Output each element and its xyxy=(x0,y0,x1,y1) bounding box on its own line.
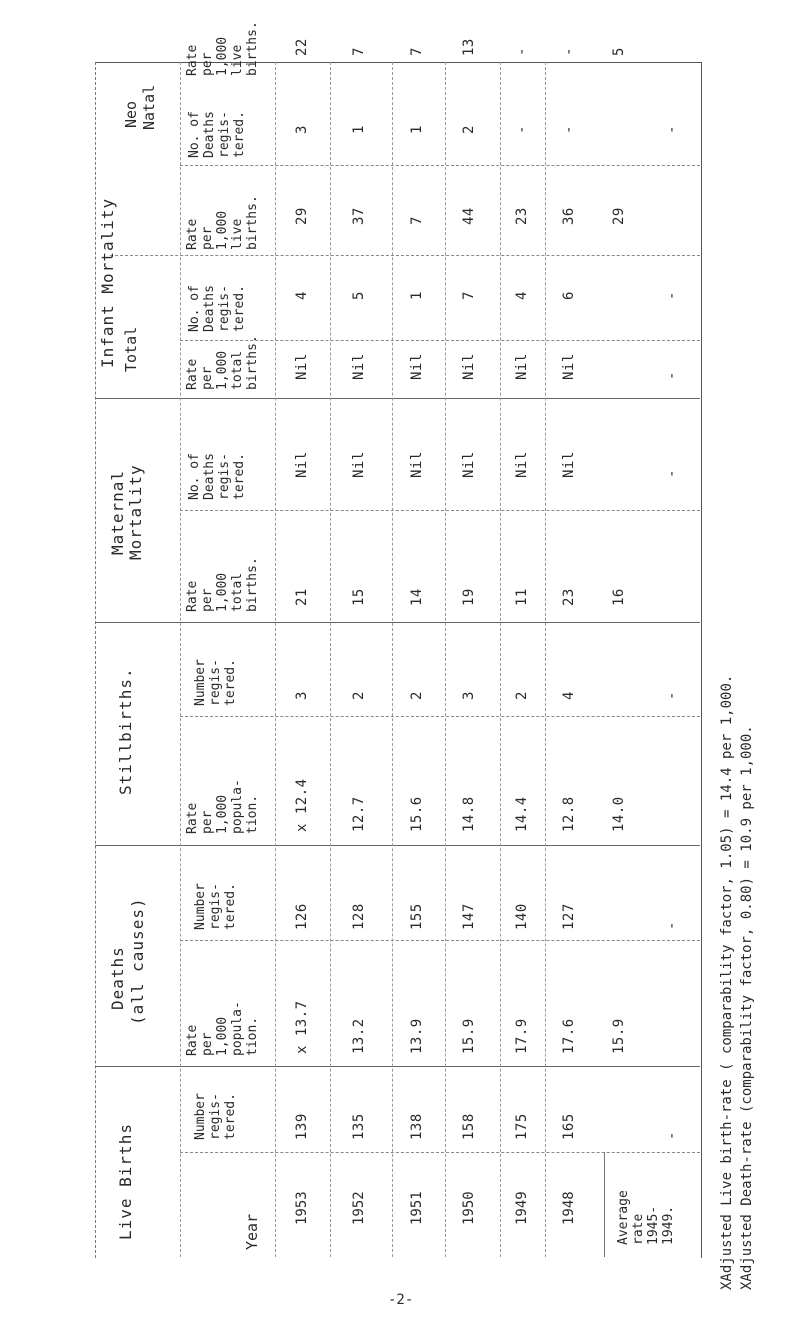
column-divider xyxy=(180,1152,700,1153)
cell-stillbirths-number: 2 xyxy=(351,691,367,700)
cell-live-births-rate: 13.9 xyxy=(409,1018,425,1054)
header-divider xyxy=(180,62,181,1257)
cell-maternal-rate: Nil xyxy=(351,353,367,380)
cell-stillbirths-rate: 15 xyxy=(351,588,367,606)
header-neonatal-rate: Rate per 1,000 live births. xyxy=(185,21,260,76)
cell-deaths-number: 128 xyxy=(351,903,367,930)
cell-maternal-number: Nil xyxy=(561,451,577,478)
cell-year: 1952 xyxy=(351,1191,367,1225)
group-infant-mortality: Infant Mortality xyxy=(98,197,117,368)
group-deaths-sub: (all causes) xyxy=(128,897,147,1025)
cell-live-births-number: 165 xyxy=(561,1113,577,1140)
cell-stillbirths-number: 2 xyxy=(409,691,425,700)
cell-year: 1948 xyxy=(561,1191,577,1225)
cell-infant-total-number: 1 xyxy=(409,291,425,300)
cell-deaths-rate: x 12.4 xyxy=(294,778,310,832)
cell-year: 1949 xyxy=(514,1191,530,1225)
cell-year: 1950 xyxy=(461,1191,477,1225)
header-live-births-rate: Rate per 1,000 popula- tion. xyxy=(185,1001,260,1056)
cell-neonatal-number: - xyxy=(664,125,680,134)
page-number: -2- xyxy=(388,1292,414,1308)
cell-year: 1951 xyxy=(409,1191,425,1225)
cell-stillbirths-rate: 23 xyxy=(561,588,577,606)
header-neonatal-number: No. of Deaths regis- tered. xyxy=(187,111,247,158)
cell-maternal-rate: Nil xyxy=(461,353,477,380)
group-divider xyxy=(95,398,700,399)
cell-infant-total-rate: 29 xyxy=(294,207,310,225)
cell-infant-total-number: 4 xyxy=(294,291,310,300)
row-divider xyxy=(545,62,546,1257)
cell-deaths-number: 147 xyxy=(461,903,477,930)
group-maternal-sub: Mortality xyxy=(126,464,145,560)
cell-live-births-number: 135 xyxy=(351,1113,367,1140)
row-divider xyxy=(275,62,276,1257)
cell-neonatal-rate: 13 xyxy=(461,38,477,56)
header-live-births-number: Number regis- tered. xyxy=(193,1093,238,1140)
cell-live-births-rate: 13.2 xyxy=(351,1018,367,1054)
cell-deaths-number: - xyxy=(664,921,680,930)
header-stillbirths-number: Number regis- tered. xyxy=(193,659,238,706)
group-divider xyxy=(95,845,700,846)
cell-neonatal-number: 3 xyxy=(294,125,310,134)
cell-deaths-number: 140 xyxy=(514,903,530,930)
cell-infant-total-number: 5 xyxy=(351,291,367,300)
group-divider xyxy=(95,1066,700,1067)
cell-stillbirths-rate: 19 xyxy=(461,588,477,606)
cell-infant-total-number: 7 xyxy=(461,291,477,300)
group-live-births: Live Births xyxy=(116,1123,135,1240)
cell-neonatal-rate: 7 xyxy=(409,47,425,56)
cell-live-births-number: - xyxy=(664,1131,680,1140)
column-divider xyxy=(180,165,700,166)
row-divider xyxy=(500,62,501,1257)
cell-live-births-rate: 15.9 xyxy=(611,1018,627,1054)
row-divider xyxy=(392,62,393,1257)
row-divider xyxy=(445,62,446,1257)
cell-neonatal-rate: - xyxy=(561,47,577,56)
cell-live-births-number: 138 xyxy=(409,1113,425,1140)
cell-infant-total-number: 6 xyxy=(561,291,577,300)
column-divider xyxy=(180,940,700,941)
cell-maternal-number: Nil xyxy=(461,451,477,478)
cell-deaths-number: 126 xyxy=(294,903,310,930)
cell-maternal-number: Nil xyxy=(294,451,310,478)
group-infant-total: Total xyxy=(122,326,140,372)
cell-stillbirths-rate: 14 xyxy=(409,588,425,606)
cell-stillbirths-number: - xyxy=(664,691,680,700)
cell-neonatal-rate: 5 xyxy=(611,47,627,56)
cell-neonatal-rate: 7 xyxy=(351,47,367,56)
column-divider xyxy=(180,510,700,511)
cell-neonatal-number: - xyxy=(514,125,530,134)
header-deaths-rate: Rate per 1,000 popula- tion. xyxy=(185,779,260,834)
cell-infant-total-number: - xyxy=(664,291,680,300)
cell-deaths-rate: 14.0 xyxy=(611,796,627,832)
header-stillbirths-rate: Rate per 1,000 total births. xyxy=(185,557,260,612)
cell-deaths-number: 155 xyxy=(409,903,425,930)
cell-deaths-rate: 12.8 xyxy=(561,796,577,832)
header-infant-total-rate: Rate per 1,000 live births. xyxy=(185,195,260,250)
group-infant-neo: Neo xyxy=(122,100,140,128)
header-maternal-rate: Rate per 1,000 total births. xyxy=(185,335,260,390)
cell-stillbirths-number: 2 xyxy=(514,691,530,700)
average-divider xyxy=(604,1152,605,1257)
cell-maternal-rate: Nil xyxy=(514,353,530,380)
column-divider xyxy=(180,716,700,717)
group-infant-neo2: Natal xyxy=(140,84,158,130)
cell-maternal-number: Nil xyxy=(409,451,425,478)
cell-maternal-rate: Nil xyxy=(409,353,425,380)
cell-live-births-rate: 17.6 xyxy=(561,1018,577,1054)
cell-live-births-rate: 17.9 xyxy=(514,1018,530,1054)
cell-deaths-rate: 14.4 xyxy=(514,796,530,832)
cell-maternal-rate: - xyxy=(664,371,680,380)
row-divider xyxy=(330,62,331,1257)
cell-infant-total-rate: 36 xyxy=(561,207,577,225)
column-divider xyxy=(110,255,700,256)
cell-maternal-rate: Nil xyxy=(294,353,310,380)
cell-maternal-number: Nil xyxy=(351,451,367,478)
cell-infant-total-rate: 44 xyxy=(461,207,477,225)
cell-deaths-rate: 14.8 xyxy=(461,796,477,832)
group-deaths: Deaths xyxy=(108,946,127,1010)
footnote-live-birth-rate: XAdjusted Live birth-rate ( comparability factor, 1.05) = 14.4 per 1,000. xyxy=(719,674,735,1290)
cell-maternal-number: - xyxy=(664,469,680,478)
cell-live-births-number: 175 xyxy=(514,1113,530,1140)
group-divider xyxy=(95,622,700,623)
header-infant-total-number: No. of Deaths regis- tered. xyxy=(187,285,247,332)
header-deaths-number: Number regis- tered. xyxy=(193,883,238,930)
cell-stillbirths-number: 3 xyxy=(294,691,310,700)
cell-year-average: Average rate 1945- 1949. xyxy=(616,1190,676,1245)
cell-infant-total-rate: 29 xyxy=(611,207,627,225)
cell-stillbirths-rate: 11 xyxy=(514,588,530,606)
cell-live-births-number: 158 xyxy=(461,1113,477,1140)
header-maternal-number: No. of Deaths regis- tered. xyxy=(187,453,247,500)
cell-live-births-rate: 15.9 xyxy=(461,1018,477,1054)
cell-infant-total-rate: 23 xyxy=(514,207,530,225)
cell-live-births-rate: x 13.7 xyxy=(294,1000,310,1054)
cell-deaths-number: 127 xyxy=(561,903,577,930)
cell-infant-total-number: 4 xyxy=(514,291,530,300)
cell-neonatal-number: - xyxy=(561,125,577,134)
cell-neonatal-number: 1 xyxy=(409,125,425,134)
footnote-death-rate: XAdjusted Death-rate (comparability factor, 0.80) = 10.9 per 1,000. xyxy=(739,725,755,1290)
cell-infant-total-rate: 37 xyxy=(351,207,367,225)
cell-neonatal-rate: - xyxy=(514,47,530,56)
cell-neonatal-rate: 22 xyxy=(294,38,310,56)
cell-stillbirths-number: 4 xyxy=(561,691,577,700)
cell-stillbirths-number: 3 xyxy=(461,691,477,700)
cell-deaths-rate: 15.6 xyxy=(409,796,425,832)
cell-stillbirths-rate: 16 xyxy=(611,588,627,606)
cell-infant-total-rate: 7 xyxy=(409,216,425,225)
group-stillbirths: Stillbirths. xyxy=(116,667,135,795)
cell-deaths-rate: 12.7 xyxy=(351,796,367,832)
cell-live-births-number: 139 xyxy=(294,1113,310,1140)
cell-maternal-number: Nil xyxy=(514,451,530,478)
header-year: Year xyxy=(243,1213,261,1250)
cell-neonatal-number: 1 xyxy=(351,125,367,134)
cell-year: 1953 xyxy=(294,1191,310,1225)
cell-stillbirths-rate: 21 xyxy=(294,588,310,606)
cell-maternal-rate: Nil xyxy=(561,353,577,380)
group-maternal: Maternal xyxy=(108,469,127,555)
cell-neonatal-number: 2 xyxy=(461,125,477,134)
